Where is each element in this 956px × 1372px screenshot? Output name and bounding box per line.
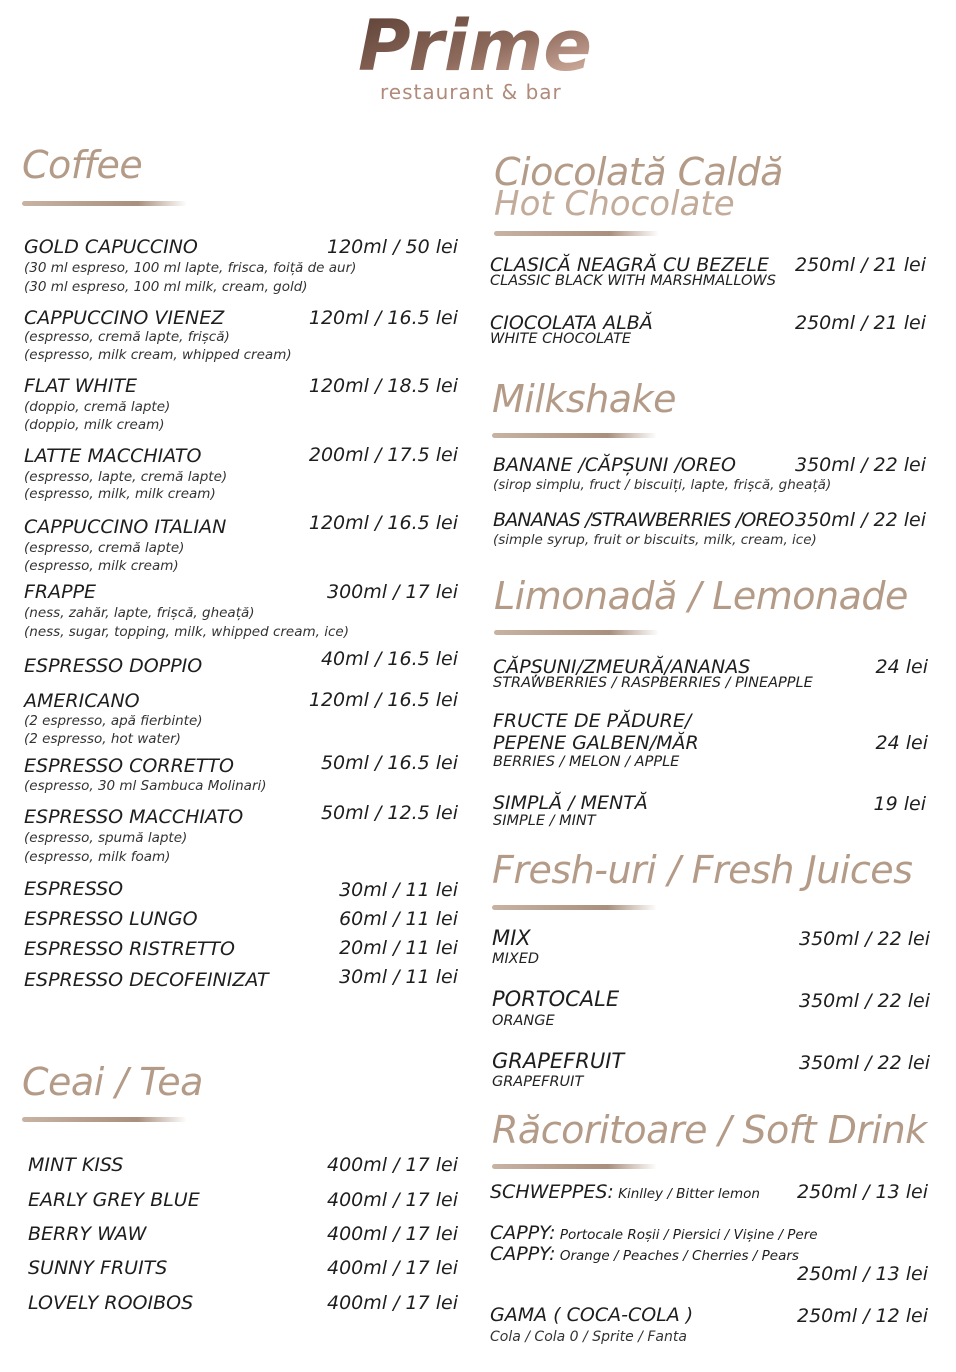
menu-item-desc: (sirop simplu, fruct / biscuiți, lapte, frișcă, gheață) [493,477,832,493]
menu-item-price: 400ml / 17 lei [327,1257,458,1279]
menu-item-price: 250ml / 13 lei [797,1181,928,1203]
menu-item-name: BANANE /CĂPȘUNI /OREO [493,454,736,476]
section-title-coffee: Coffee [22,143,143,187]
menu-item-name: MINT KISS [28,1154,124,1176]
menu-item-name: FRUCTE DE PĂDURE/ [493,710,692,732]
menu-item-desc: (espresso, cremă lapte, frișcă) [24,329,230,345]
menu-item-name: SCHWEPPES: [490,1181,614,1203]
menu-item-name: AMERICANO [24,690,140,712]
menu-item-price: 60ml / 11 lei [339,908,458,930]
menu-item-desc: (espresso, lapte, cremă lapte) [24,469,228,485]
menu-item-name: CAPPUCCINO VIENEZ [24,307,225,329]
menu-item-price: 120ml / 16.5 lei [308,689,458,711]
brand-subtitle: restaurant & bar [380,80,562,104]
menu-item-name: ESPRESSO MACCHIATO [24,806,244,828]
menu-item-name: BANANAS /STRAWBERRIES /OREO [493,509,794,531]
menu-item-desc: (espresso, milk, milk cream) [24,486,216,502]
menu-item-price: 350ml / 22 lei [799,928,930,950]
menu-item-name: ESPRESSO [24,878,124,900]
menu-item-desc: (doppio, cremă lapte) [24,399,171,415]
menu-item-desc: (espresso, cremă lapte) [24,540,185,556]
menu-item-name: CĂPȘUNI/ZMEURĂ/ANANAS [493,656,751,678]
menu-item-price: 40ml / 16.5 lei [320,648,458,670]
menu-item-price: 350ml / 22 lei [795,509,926,531]
section-title-tea: Ceai / Tea [22,1060,203,1104]
menu-item-price: 300ml / 17 lei [327,581,458,603]
menu-item-name: SIMPLĂ / MENTĂ [493,792,648,814]
menu-item-price: 50ml / 16.5 lei [320,752,458,774]
menu-item-price: 350ml / 22 lei [795,454,926,476]
menu-item-translation: ORANGE [492,1013,555,1029]
menu-item-price: 50ml / 12.5 lei [320,802,458,824]
menu-item-translation: MIXED [492,951,540,967]
menu-item-desc: (2 espresso, apă fierbinte) [24,713,203,729]
menu-item-price: 400ml / 17 lei [327,1189,458,1211]
menu-item-price: 120ml / 16.5 lei [308,512,458,534]
menu-item-desc: (espresso, milk foam) [24,849,171,865]
menu-item-name: LOVELY ROOIBOS [28,1292,194,1314]
menu-item-price: 19 lei [873,793,926,815]
menu-item-price: 30ml / 11 lei [339,879,458,901]
section-subtitle-hot-chocolate: Hot Chocolate [494,184,735,224]
menu-item-translation: GRAPEFRUIT [492,1074,584,1090]
menu-item-name: CIOCOLATA ALBĂ [490,312,653,334]
menu-item-translation: SIMPLE / MINT [493,813,596,829]
menu-item-variants: Cola / Cola 0 / Sprite / Fanta [490,1329,687,1345]
menu-item-name: ESPRESSO CORRETTO [24,755,234,777]
menu-item-desc: (espresso, 30 ml Sambuca Molinari) [24,778,267,794]
section-divider [492,433,657,438]
section-title-milkshake: Milkshake [492,377,676,421]
menu-item-translation: CLASSIC BLACK WITH MARSHMALLOWS [490,273,776,289]
section-title-lemonade: Limonadă / Lemonade [494,574,908,618]
section-title-hot-chocolate: Ciocolată Caldă [494,150,783,194]
menu-item-variants: Orange / Peaches / Cherries / Pears [555,1248,799,1264]
menu-item-price: 24 lei [875,656,928,678]
menu-item-translation: BERRIES / MELON / APPLE [493,754,680,770]
menu-item-translation: WHITE CHOCOLATE [490,331,632,347]
section-divider [494,630,659,635]
section-divider [492,1164,657,1169]
menu-item-price: 350ml / 22 lei [799,1052,930,1074]
menu-item-name: ESPRESSO LUNGO [24,908,198,930]
section-divider [22,1117,187,1122]
menu-item-name: CAPPY: [490,1222,556,1244]
menu-item-price: 400ml / 17 lei [327,1292,458,1314]
menu-item-line [490,1181,760,1203]
menu-item-name: EARLY GREY BLUE [28,1189,200,1211]
section-divider [494,231,659,236]
menu-item-desc: (doppio, milk cream) [24,417,165,433]
menu-item-price: 30ml / 11 lei [339,966,458,988]
menu-item-name: LATTE MACCHIATO [24,445,202,467]
menu-item-price: 20ml / 11 lei [339,937,458,959]
section-title-fresh: Fresh-uri / Fresh Juices [492,848,913,892]
menu-item-desc: (simple syrup, fruit or biscuits, milk, cream, ice) [493,532,817,548]
menu-item-name: ESPRESSO RISTRETTO [24,938,236,960]
menu-item-price: 400ml / 17 lei [327,1223,458,1245]
menu-item-line [490,1222,818,1244]
menu-item-name: ESPRESSO DOPPIO [24,655,203,677]
menu-item-price: 120ml / 18.5 lei [308,375,458,397]
menu-item-price: 400ml / 17 lei [327,1154,458,1176]
section-title-soft-drinks: Răcoritoare / Soft Drink [492,1108,927,1152]
menu-item-name: ESPRESSO DECOFEINIZAT [24,969,269,991]
menu-item-name: CAPPY: [490,1243,556,1265]
menu-item-translation: STRAWBERRIES / RASPBERRIES / PINEAPPLE [493,675,813,691]
menu-item-name: GOLD CAPUCCINO [24,236,198,258]
menu-item-name: CLASICĂ NEAGRĂ CU BEZELE [490,254,769,276]
section-divider [492,905,657,910]
menu-item-desc: (espresso, milk cream) [24,558,179,574]
brand-logo [358,14,592,76]
menu-item-name-line2: PEPENE GALBEN/MĂR [493,732,699,754]
menu-item-price: 350ml / 22 lei [799,990,930,1012]
menu-item-price: 250ml / 13 lei [797,1263,928,1285]
menu-item-name: FRAPPE [24,581,97,603]
menu-item-price: 250ml / 21 lei [795,254,926,276]
menu-item-desc: (30 ml espreso, 100 ml lapte, frisca, foiță de aur) [24,260,357,276]
section-divider [22,201,187,206]
menu-item-desc: (30 ml espreso, 100 ml milk, cream, gold) [24,279,308,295]
menu-item-name: GRAPEFRUIT [492,1049,625,1073]
menu-item-desc: (2 espresso, hot water) [24,731,181,747]
menu-item-desc: (espresso, milk cream, whipped cream) [24,347,292,363]
menu-item-variants: Portocale Roșii / Piersici / Vișine / Pere [555,1227,818,1243]
menu-item-price: 120ml / 50 lei [327,236,458,258]
menu-item-variants: Kinlley / Bitter lemon [613,1186,760,1202]
menu-item-price: 250ml / 12 lei [797,1305,928,1327]
menu-item-desc: (ness, sugar, topping, milk, whipped cream, ice) [24,624,349,640]
menu-item-price: 200ml / 17.5 lei [308,444,458,466]
menu-item-name: CAPPUCCINO ITALIAN [24,516,227,538]
menu-item-name: MIX [492,926,531,950]
menu-item-name: GAMA ( COCA-COLA ) [490,1304,694,1326]
menu-item-desc: (ness, zahăr, lapte, frișcă, gheață) [24,605,255,621]
menu-item-line [490,1243,799,1265]
menu-item-name: BERRY WAW [28,1223,147,1245]
menu-item-name: FLAT WHITE [24,375,138,397]
menu-item-desc: (espresso, spumă lapte) [24,830,188,846]
menu-item-name: SUNNY FRUITS [28,1257,168,1279]
brand-name: Prime [358,14,592,76]
menu-item-price: 250ml / 21 lei [795,312,926,334]
menu-item-name: PORTOCALE [492,987,620,1011]
menu-item-price: 120ml / 16.5 lei [308,307,458,329]
menu-item-price: 24 lei [875,732,928,754]
